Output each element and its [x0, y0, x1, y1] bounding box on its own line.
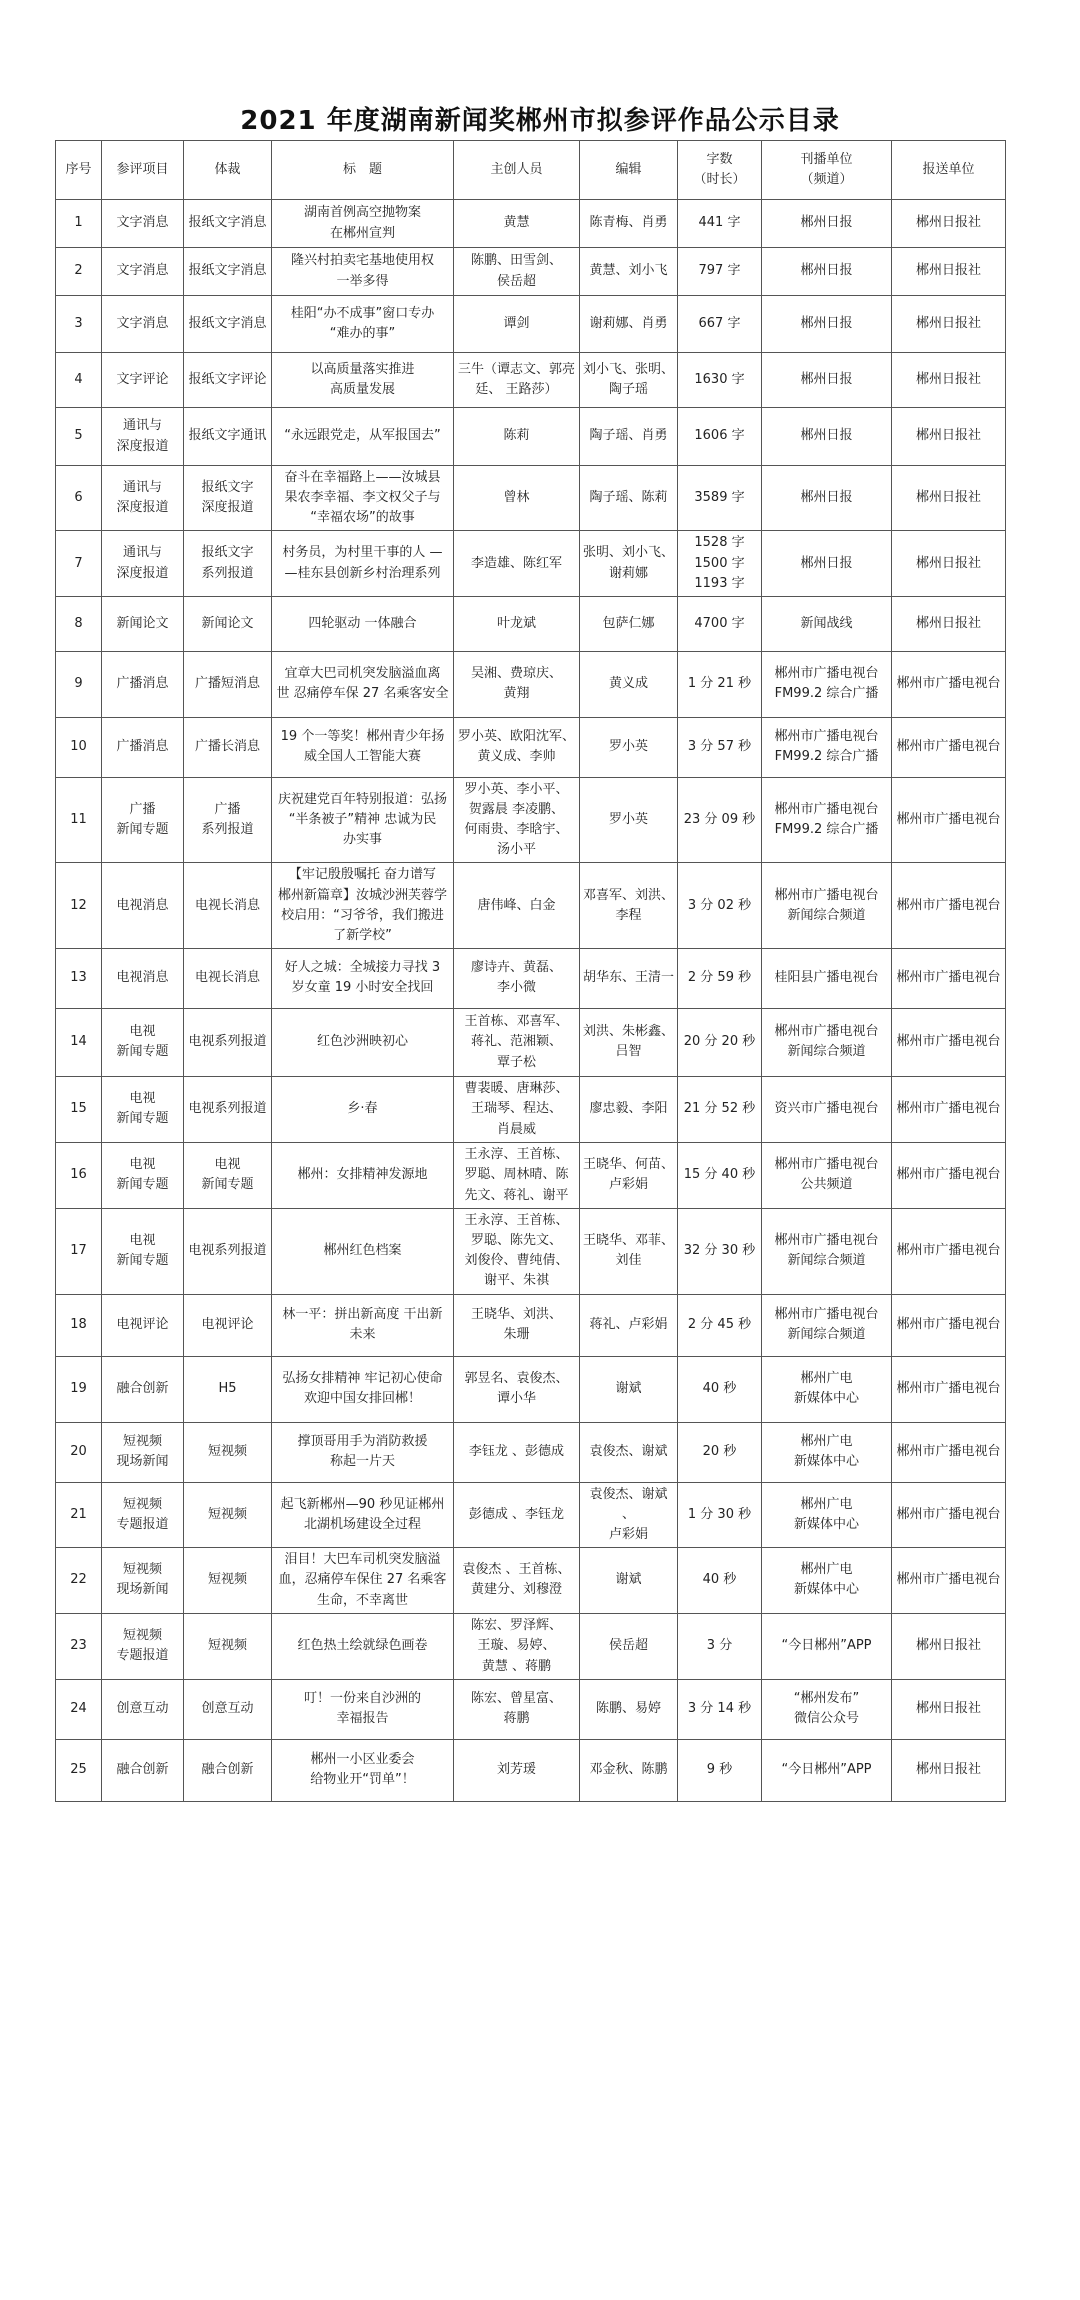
cell-submitter: 郴州市广播电视台: [892, 777, 1006, 863]
cell-publisher: 郴州市广播电视台 新闻综合频道: [762, 1208, 892, 1294]
cell-submitter: 郴州日报社: [892, 408, 1006, 466]
cell-publisher: 郴州日报: [762, 353, 892, 408]
cell-length: 3 分 02 秒: [678, 863, 762, 949]
cell-publisher: 郴州市广播电视台 FM99.2 综合广播: [762, 717, 892, 777]
cell-submitter: 郴州日报社: [892, 1679, 1006, 1739]
table-row: [56, 531, 1006, 596]
cell-creators: 罗小英、欧阳沈军、 黄义成、李帅: [454, 717, 580, 777]
cell-genre: 新闻论文: [184, 596, 272, 651]
header-editors: 编辑: [580, 141, 678, 200]
cell-publisher: “今日郴州”APP: [762, 1613, 892, 1679]
cell-publisher: 郴州市广播电视台 公共频道: [762, 1142, 892, 1208]
cell-length: 20 秒: [678, 1422, 762, 1482]
cell-index: 24: [56, 1679, 102, 1739]
cell-genre: 短视频: [184, 1422, 272, 1482]
cell-genre: 电视长消息: [184, 948, 272, 1008]
cell-submitter: 郴州市广播电视台: [892, 1482, 1006, 1547]
cell-editors: 罗小英: [580, 717, 678, 777]
cell-editors: 谢莉娜、肖勇: [580, 296, 678, 353]
cell-index: 22: [56, 1547, 102, 1613]
cell-editors: 包萨仁娜: [580, 596, 678, 651]
cell-title: 庆祝建党百年特别报道：弘扬 “半条被子”精神 忠诚为民 办实事: [272, 777, 454, 863]
cell-genre: 报纸文字消息: [184, 248, 272, 296]
cell-length: 21 分 52 秒: [678, 1076, 762, 1142]
cell-genre: 报纸文字通讯: [184, 408, 272, 466]
cell-length: 1606 字: [678, 408, 762, 466]
cell-index: 21: [56, 1482, 102, 1547]
cell-index: 14: [56, 1008, 102, 1076]
cell-editors: 王晓华、何苗、 卢彩娟: [580, 1142, 678, 1208]
cell-submitter: 郴州日报社: [892, 296, 1006, 353]
cell-publisher: 郴州日报: [762, 466, 892, 531]
cell-category: 电视评论: [102, 1294, 184, 1356]
cell-category: 文字消息: [102, 200, 184, 248]
cell-title: 撑顶哥用手为消防救援 称起一片天: [272, 1422, 454, 1482]
cell-title: 林一平：拼出新高度 干出新 未来: [272, 1294, 454, 1356]
cell-editors: 张明、刘小飞、 谢莉娜: [580, 531, 678, 596]
cell-creators: 袁俊杰 、王首栋、 黄建分、刘穆澄: [454, 1547, 580, 1613]
cell-genre: 电视系列报道: [184, 1208, 272, 1294]
table-row: [56, 1076, 1006, 1142]
table-row: [56, 248, 1006, 296]
cell-submitter: 郴州市广播电视台: [892, 1076, 1006, 1142]
cell-editors: 罗小英: [580, 777, 678, 863]
table-row: [56, 863, 1006, 949]
cell-length: 3589 字: [678, 466, 762, 531]
cell-creators: 王永淳、王首栋、 罗聪、陈先文、 刘俊伶、曹纯倩、 谢平、朱祺: [454, 1208, 580, 1294]
table-row: [56, 408, 1006, 466]
cell-title: 乡·春: [272, 1076, 454, 1142]
cell-editors: 刘洪、朱彬鑫、 吕智: [580, 1008, 678, 1076]
cell-title: 湖南首例高空抛物案 在郴州宣判: [272, 200, 454, 248]
cell-category: 短视频 专题报道: [102, 1613, 184, 1679]
cell-category: 电视 新闻专题: [102, 1208, 184, 1294]
cell-editors: 谢斌: [580, 1547, 678, 1613]
cell-submitter: 郴州市广播电视台: [892, 948, 1006, 1008]
table-row: [56, 1547, 1006, 1613]
table-row: [56, 651, 1006, 717]
header-publisher: 刊播单位 （频道）: [762, 141, 892, 200]
cell-title: 泪目！大巴车司机突发脑溢 血，忍痛停车保住 27 名乘客 生命，不幸离世: [272, 1547, 454, 1613]
table-row: [56, 1613, 1006, 1679]
cell-submitter: 郴州市广播电视台: [892, 717, 1006, 777]
cell-genre: H5: [184, 1356, 272, 1422]
cell-editors: 邓金秋、陈鹏: [580, 1739, 678, 1801]
cell-genre: 短视频: [184, 1547, 272, 1613]
cell-editors: 黄义成: [580, 651, 678, 717]
cell-category: 广播消息: [102, 717, 184, 777]
cell-editors: 蒋礼、卢彩娟: [580, 1294, 678, 1356]
cell-creators: 黄慧: [454, 200, 580, 248]
cell-title: 红色热土绘就绿色画卷: [272, 1613, 454, 1679]
cell-title: 红色沙洲映初心: [272, 1008, 454, 1076]
cell-length: 40 秒: [678, 1547, 762, 1613]
cell-publisher: 郴州日报: [762, 200, 892, 248]
cell-publisher: 郴州广电 新媒体中心: [762, 1547, 892, 1613]
cell-title: 村务员，为村里干事的人 — —桂东县创新乡村治理系列: [272, 531, 454, 596]
table-row: [56, 466, 1006, 531]
cell-submitter: 郴州市广播电视台: [892, 1142, 1006, 1208]
cell-index: 7: [56, 531, 102, 596]
table-row: [56, 1679, 1006, 1739]
cell-editors: 陈青梅、肖勇: [580, 200, 678, 248]
table-row: [56, 717, 1006, 777]
cell-publisher: 郴州市广播电视台 新闻综合频道: [762, 863, 892, 949]
cell-creators: 李造雄、陈红军: [454, 531, 580, 596]
cell-category: 电视 新闻专题: [102, 1142, 184, 1208]
cell-submitter: 郴州市广播电视台: [892, 1208, 1006, 1294]
cell-category: 电视 新闻专题: [102, 1008, 184, 1076]
cell-category: 文字消息: [102, 296, 184, 353]
table-row: [56, 948, 1006, 1008]
cell-genre: 报纸文字评论: [184, 353, 272, 408]
cell-submitter: 郴州市广播电视台: [892, 1356, 1006, 1422]
cell-genre: 短视频: [184, 1613, 272, 1679]
cell-publisher: 郴州广电 新媒体中心: [762, 1356, 892, 1422]
cell-publisher: 郴州日报: [762, 248, 892, 296]
cell-genre: 报纸文字 系列报道: [184, 531, 272, 596]
cell-genre: 广播短消息: [184, 651, 272, 717]
cell-length: 3 分 57 秒: [678, 717, 762, 777]
cell-creators: 罗小英、李小平、 贺露晨 李凌鹏、 何雨贵、李晗宇、 汤小平: [454, 777, 580, 863]
cell-length: 797 字: [678, 248, 762, 296]
cell-category: 通讯与 深度报道: [102, 531, 184, 596]
table-row: [56, 596, 1006, 651]
cell-length: 3 分: [678, 1613, 762, 1679]
cell-title: “永远跟党走，从军报国去”: [272, 408, 454, 466]
cell-index: 18: [56, 1294, 102, 1356]
cell-index: 11: [56, 777, 102, 863]
cell-submitter: 郴州市广播电视台: [892, 1547, 1006, 1613]
cell-genre: 报纸文字 深度报道: [184, 466, 272, 531]
cell-category: 广播消息: [102, 651, 184, 717]
cell-index: 3: [56, 296, 102, 353]
cell-genre: 融合创新: [184, 1739, 272, 1801]
cell-genre: 电视系列报道: [184, 1008, 272, 1076]
cell-length: 23 分 09 秒: [678, 777, 762, 863]
cell-submitter: 郴州日报社: [892, 248, 1006, 296]
cell-editors: 谢斌: [580, 1356, 678, 1422]
cell-creators: 陈莉: [454, 408, 580, 466]
cell-genre: 电视 新闻专题: [184, 1142, 272, 1208]
cell-category: 电视消息: [102, 948, 184, 1008]
cell-creators: 廖诗卉、黄磊、 李小微: [454, 948, 580, 1008]
cell-length: 40 秒: [678, 1356, 762, 1422]
cell-creators: 叶龙斌: [454, 596, 580, 651]
cell-index: 20: [56, 1422, 102, 1482]
cell-category: 电视消息: [102, 863, 184, 949]
cell-editors: 陶子瑶、陈莉: [580, 466, 678, 531]
cell-genre: 报纸文字消息: [184, 200, 272, 248]
cell-submitter: 郴州日报社: [892, 353, 1006, 408]
cell-publisher: 郴州市广播电视台 FM99.2 综合广播: [762, 777, 892, 863]
cell-category: 文字评论: [102, 353, 184, 408]
cell-title: 宜章大巴司机突发脑溢血离 世 忍痛停车保 27 名乘客安全: [272, 651, 454, 717]
cell-creators: 王首栋、邓喜军、 蒋礼、范湘颖、 覃子松: [454, 1008, 580, 1076]
table-row: [56, 1356, 1006, 1422]
cell-genre: 报纸文字消息: [184, 296, 272, 353]
cell-genre: 短视频: [184, 1482, 272, 1547]
cell-index: 10: [56, 717, 102, 777]
cell-publisher: 郴州日报: [762, 408, 892, 466]
cell-length: 1528 字 1500 字 1193 字: [678, 531, 762, 596]
cell-index: 5: [56, 408, 102, 466]
cell-title: 叮！一份来自沙洲的 幸福报告: [272, 1679, 454, 1739]
cell-submitter: 郴州日报社: [892, 200, 1006, 248]
header-creators: 主创人员: [454, 141, 580, 200]
cell-genre: 电视评论: [184, 1294, 272, 1356]
table-row: [56, 1422, 1006, 1482]
cell-creators: 陈宏、罗泽辉、 王璇、易婷、 黄慧 、蒋鹏: [454, 1613, 580, 1679]
cell-category: 短视频 现场新闻: [102, 1422, 184, 1482]
cell-length: 667 字: [678, 296, 762, 353]
cell-submitter: 郴州市广播电视台: [892, 1008, 1006, 1076]
cell-submitter: 郴州市广播电视台: [892, 1422, 1006, 1482]
cell-length: 9 秒: [678, 1739, 762, 1801]
cell-title: 郴州红色档案: [272, 1208, 454, 1294]
cell-index: 16: [56, 1142, 102, 1208]
cell-editors: 袁俊杰、谢斌: [580, 1422, 678, 1482]
cell-editors: 侯岳超: [580, 1613, 678, 1679]
cell-editors: 袁俊杰、谢斌 、 卢彩娟: [580, 1482, 678, 1547]
cell-creators: 王晓华、刘洪、 朱珊: [454, 1294, 580, 1356]
cell-publisher: 郴州日报: [762, 531, 892, 596]
cell-index: 12: [56, 863, 102, 949]
cell-category: 融合创新: [102, 1739, 184, 1801]
cell-publisher: 新闻战线: [762, 596, 892, 651]
header-title: 标 题: [272, 141, 454, 200]
cell-publisher: 郴州日报: [762, 296, 892, 353]
header-genre: 体裁: [184, 141, 272, 200]
cell-title: 郴州：女排精神发源地: [272, 1142, 454, 1208]
header-index: 序号: [56, 141, 102, 200]
cell-title: 桂阳“办不成事”窗口专办 “难办的事”: [272, 296, 454, 353]
cell-creators: 吴湘、费琼庆、 黄翔: [454, 651, 580, 717]
cell-submitter: 郴州市广播电视台: [892, 863, 1006, 949]
cell-publisher: 郴州市广播电视台 FM99.2 综合广播: [762, 651, 892, 717]
cell-creators: 陈宏、曾星富、 蒋鹏: [454, 1679, 580, 1739]
cell-index: 13: [56, 948, 102, 1008]
cell-length: 1 分 21 秒: [678, 651, 762, 717]
cell-genre: 广播长消息: [184, 717, 272, 777]
cell-publisher: 资兴市广播电视台: [762, 1076, 892, 1142]
cell-length: 2 分 59 秒: [678, 948, 762, 1008]
cell-category: 通讯与 深度报道: [102, 466, 184, 531]
cell-title: 奋斗在幸福路上——汝城县 果农李幸福、李文权父子与 “幸福农场”的故事: [272, 466, 454, 531]
cell-publisher: 郴州市广播电视台 新闻综合频道: [762, 1008, 892, 1076]
cell-category: 融合创新: [102, 1356, 184, 1422]
cell-category: 电视 新闻专题: [102, 1076, 184, 1142]
cell-index: 1: [56, 200, 102, 248]
cell-title: 19 个一等奖！郴州青少年扬 威全国人工智能大赛: [272, 717, 454, 777]
cell-category: 新闻论文: [102, 596, 184, 651]
cell-creators: 郭昱名、袁俊杰、 谭小华: [454, 1356, 580, 1422]
cell-publisher: 桂阳县广播电视台: [762, 948, 892, 1008]
header-length: 字数 （时长）: [678, 141, 762, 200]
cell-length: 1 分 30 秒: [678, 1482, 762, 1547]
cell-creators: 李钰龙 、彭德成: [454, 1422, 580, 1482]
table-row: [56, 1142, 1006, 1208]
cell-category: 短视频 现场新闻: [102, 1547, 184, 1613]
cell-genre: 电视长消息: [184, 863, 272, 949]
cell-publisher: 郴州广电 新媒体中心: [762, 1422, 892, 1482]
cell-submitter: 郴州日报社: [892, 531, 1006, 596]
cell-length: 2 分 45 秒: [678, 1294, 762, 1356]
cell-creators: 刘芳瑗: [454, 1739, 580, 1801]
cell-creators: 三牛（谭志文、郭亮廷、 王路莎）: [454, 353, 580, 408]
cell-index: 17: [56, 1208, 102, 1294]
cell-genre: 广播 系列报道: [184, 777, 272, 863]
cell-submitter: 郴州市广播电视台: [892, 1294, 1006, 1356]
cell-creators: 王永淳、王首栋、 罗聪、周林晴、陈 先文、蒋礼、谢平: [454, 1142, 580, 1208]
cell-publisher: “今日郴州”APP: [762, 1739, 892, 1801]
cell-publisher: 郴州广电 新媒体中心: [762, 1482, 892, 1547]
table-row: [56, 1482, 1006, 1547]
cell-title: 郴州一小区业委会 给物业开“罚单”！: [272, 1739, 454, 1801]
cell-title: 好人之城：全城接力寻找 3 岁女童 19 小时安全找回: [272, 948, 454, 1008]
cell-submitter: 郴州日报社: [892, 466, 1006, 531]
cell-submitter: 郴州市广播电视台: [892, 651, 1006, 717]
cell-title: 弘扬女排精神 牢记初心使命 欢迎中国女排回郴！: [272, 1356, 454, 1422]
cell-index: 19: [56, 1356, 102, 1422]
header-submitter: 报送单位: [892, 141, 1006, 200]
cell-category: 文字消息: [102, 248, 184, 296]
cell-index: 6: [56, 466, 102, 531]
cell-editors: 邓喜军、刘洪、 李程: [580, 863, 678, 949]
cell-editors: 刘小飞、张明、 陶子瑶: [580, 353, 678, 408]
cell-publisher: 郴州市广播电视台 新闻综合频道: [762, 1294, 892, 1356]
cell-length: 441 字: [678, 200, 762, 248]
cell-genre: 电视系列报道: [184, 1076, 272, 1142]
cell-creators: 彭德成 、李钰龙: [454, 1482, 580, 1547]
cell-submitter: 郴州日报社: [892, 596, 1006, 651]
table-row: [56, 777, 1006, 863]
cell-index: 2: [56, 248, 102, 296]
cell-title: 起飞新郴州—90 秒见证郴州 北湖机场建设全过程: [272, 1482, 454, 1547]
works-table: [55, 140, 1006, 1802]
cell-creators: 谭剑: [454, 296, 580, 353]
table-row: [56, 200, 1006, 248]
cell-length: 32 分 30 秒: [678, 1208, 762, 1294]
cell-category: 广播 新闻专题: [102, 777, 184, 863]
cell-editors: 廖忠毅、李阳: [580, 1076, 678, 1142]
table-row: [56, 1208, 1006, 1294]
cell-length: 4700 字: [678, 596, 762, 651]
cell-length: 20 分 20 秒: [678, 1008, 762, 1076]
cell-creators: 唐伟峰、白金: [454, 863, 580, 949]
cell-creators: 曹裴暖、唐琳莎、 王瑞琴、程达、 肖晨威: [454, 1076, 580, 1142]
cell-submitter: 郴州日报社: [892, 1739, 1006, 1801]
cell-index: 15: [56, 1076, 102, 1142]
table-row: [56, 1008, 1006, 1076]
cell-title: 隆兴村拍卖宅基地使用权 一举多得: [272, 248, 454, 296]
cell-category: 短视频 专题报道: [102, 1482, 184, 1547]
table-row: [56, 353, 1006, 408]
cell-title: 【牢记殷殷嘱托 奋力谱写 郴州新篇章】汝城沙洲芙蓉学 校启用：“习爷爷，我们搬进 了新学校”: [272, 863, 454, 949]
cell-length: 15 分 40 秒: [678, 1142, 762, 1208]
cell-submitter: 郴州日报社: [892, 1613, 1006, 1679]
cell-title: 四轮驱动 一体融合: [272, 596, 454, 651]
table-row: [56, 1294, 1006, 1356]
cell-category: 通讯与 深度报道: [102, 408, 184, 466]
table-header-row: [56, 141, 1006, 200]
cell-editors: 胡华东、王清一: [580, 948, 678, 1008]
cell-index: 4: [56, 353, 102, 408]
cell-editors: 王晓华、邓菲、 刘佳: [580, 1208, 678, 1294]
cell-length: 1630 字: [678, 353, 762, 408]
page-title: 2021 年度湖南新闻奖郴州市拟参评作品公示目录: [240, 106, 840, 136]
cell-index: 25: [56, 1739, 102, 1801]
header-category: 参评项目: [102, 141, 184, 200]
cell-index: 8: [56, 596, 102, 651]
cell-category: 创意互动: [102, 1679, 184, 1739]
cell-genre: 创意互动: [184, 1679, 272, 1739]
cell-creators: 陈鹏、田雪剑、 侯岳超: [454, 248, 580, 296]
cell-publisher: “郴州发布” 微信公众号: [762, 1679, 892, 1739]
cell-length: 3 分 14 秒: [678, 1679, 762, 1739]
table-row: [56, 296, 1006, 353]
cell-creators: 曾林: [454, 466, 580, 531]
cell-editors: 黄慧、刘小飞: [580, 248, 678, 296]
cell-editors: 陈鹏、易婷: [580, 1679, 678, 1739]
cell-index: 23: [56, 1613, 102, 1679]
cell-editors: 陶子瑶、肖勇: [580, 408, 678, 466]
table-row: [56, 1739, 1006, 1801]
cell-index: 9: [56, 651, 102, 717]
cell-title: 以高质量落实推进 高质量发展: [272, 353, 454, 408]
